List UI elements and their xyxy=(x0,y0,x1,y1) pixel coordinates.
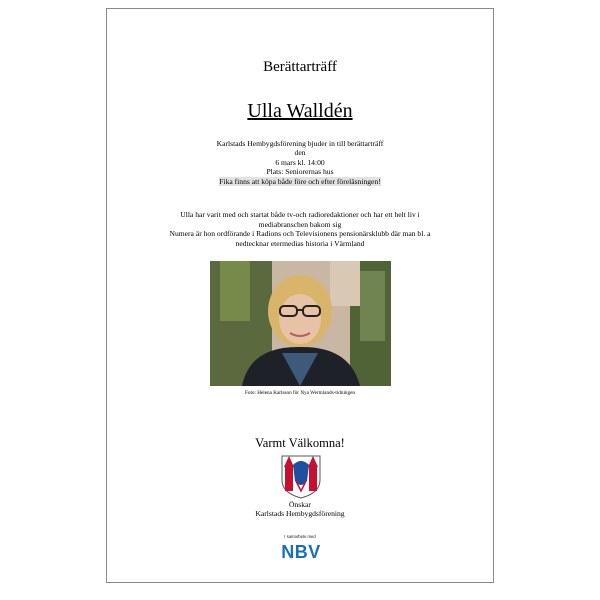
bio-line: Numera är hon ordförande i Radions och Televisionens pensionärsklubb där man bl. a xyxy=(169,229,431,239)
sign-line: Önskar xyxy=(289,500,311,509)
sign-line: Karlstads Hembygdsförening xyxy=(255,509,345,519)
photo-caption: Foto: Helena Karlsson för Nya Wermlands-tidningen xyxy=(245,390,355,396)
info-line: Plats: Seniorernas hus xyxy=(266,167,334,177)
speaker-name: Ulla Walldén xyxy=(247,100,353,122)
info-line: 6 mars kl. 14:00 xyxy=(275,157,325,167)
nbv-logo-icon xyxy=(275,540,327,562)
bio-line: nedtecknar etermedias historia i Värmland xyxy=(235,238,365,248)
bio-line: Ulla har varit med och startat både tv-och radioredaktioner och har ett helt liv i xyxy=(180,210,420,219)
fika-note: Fika finns att köpa både före och efter föreläsningen! xyxy=(219,176,381,186)
event-info xyxy=(107,139,493,186)
info-line: den xyxy=(294,148,306,158)
poster-page xyxy=(106,8,494,583)
signature xyxy=(107,500,493,518)
cooperation-label: I samarbete med xyxy=(284,534,316,539)
poster-title: Berättarträff xyxy=(263,59,337,75)
svg-text:NBV: NBV xyxy=(281,542,321,562)
speaker-bio xyxy=(107,210,493,248)
speaker-photo xyxy=(210,261,391,386)
welcome-text: Varmt Välkomna! xyxy=(255,436,345,450)
info-line: Karlstads Hembygdsförening bjuder in till berättarträff xyxy=(216,139,384,148)
bio-line: mediabranschen bakom sig xyxy=(258,219,342,229)
karlstad-crest-icon xyxy=(279,453,323,499)
